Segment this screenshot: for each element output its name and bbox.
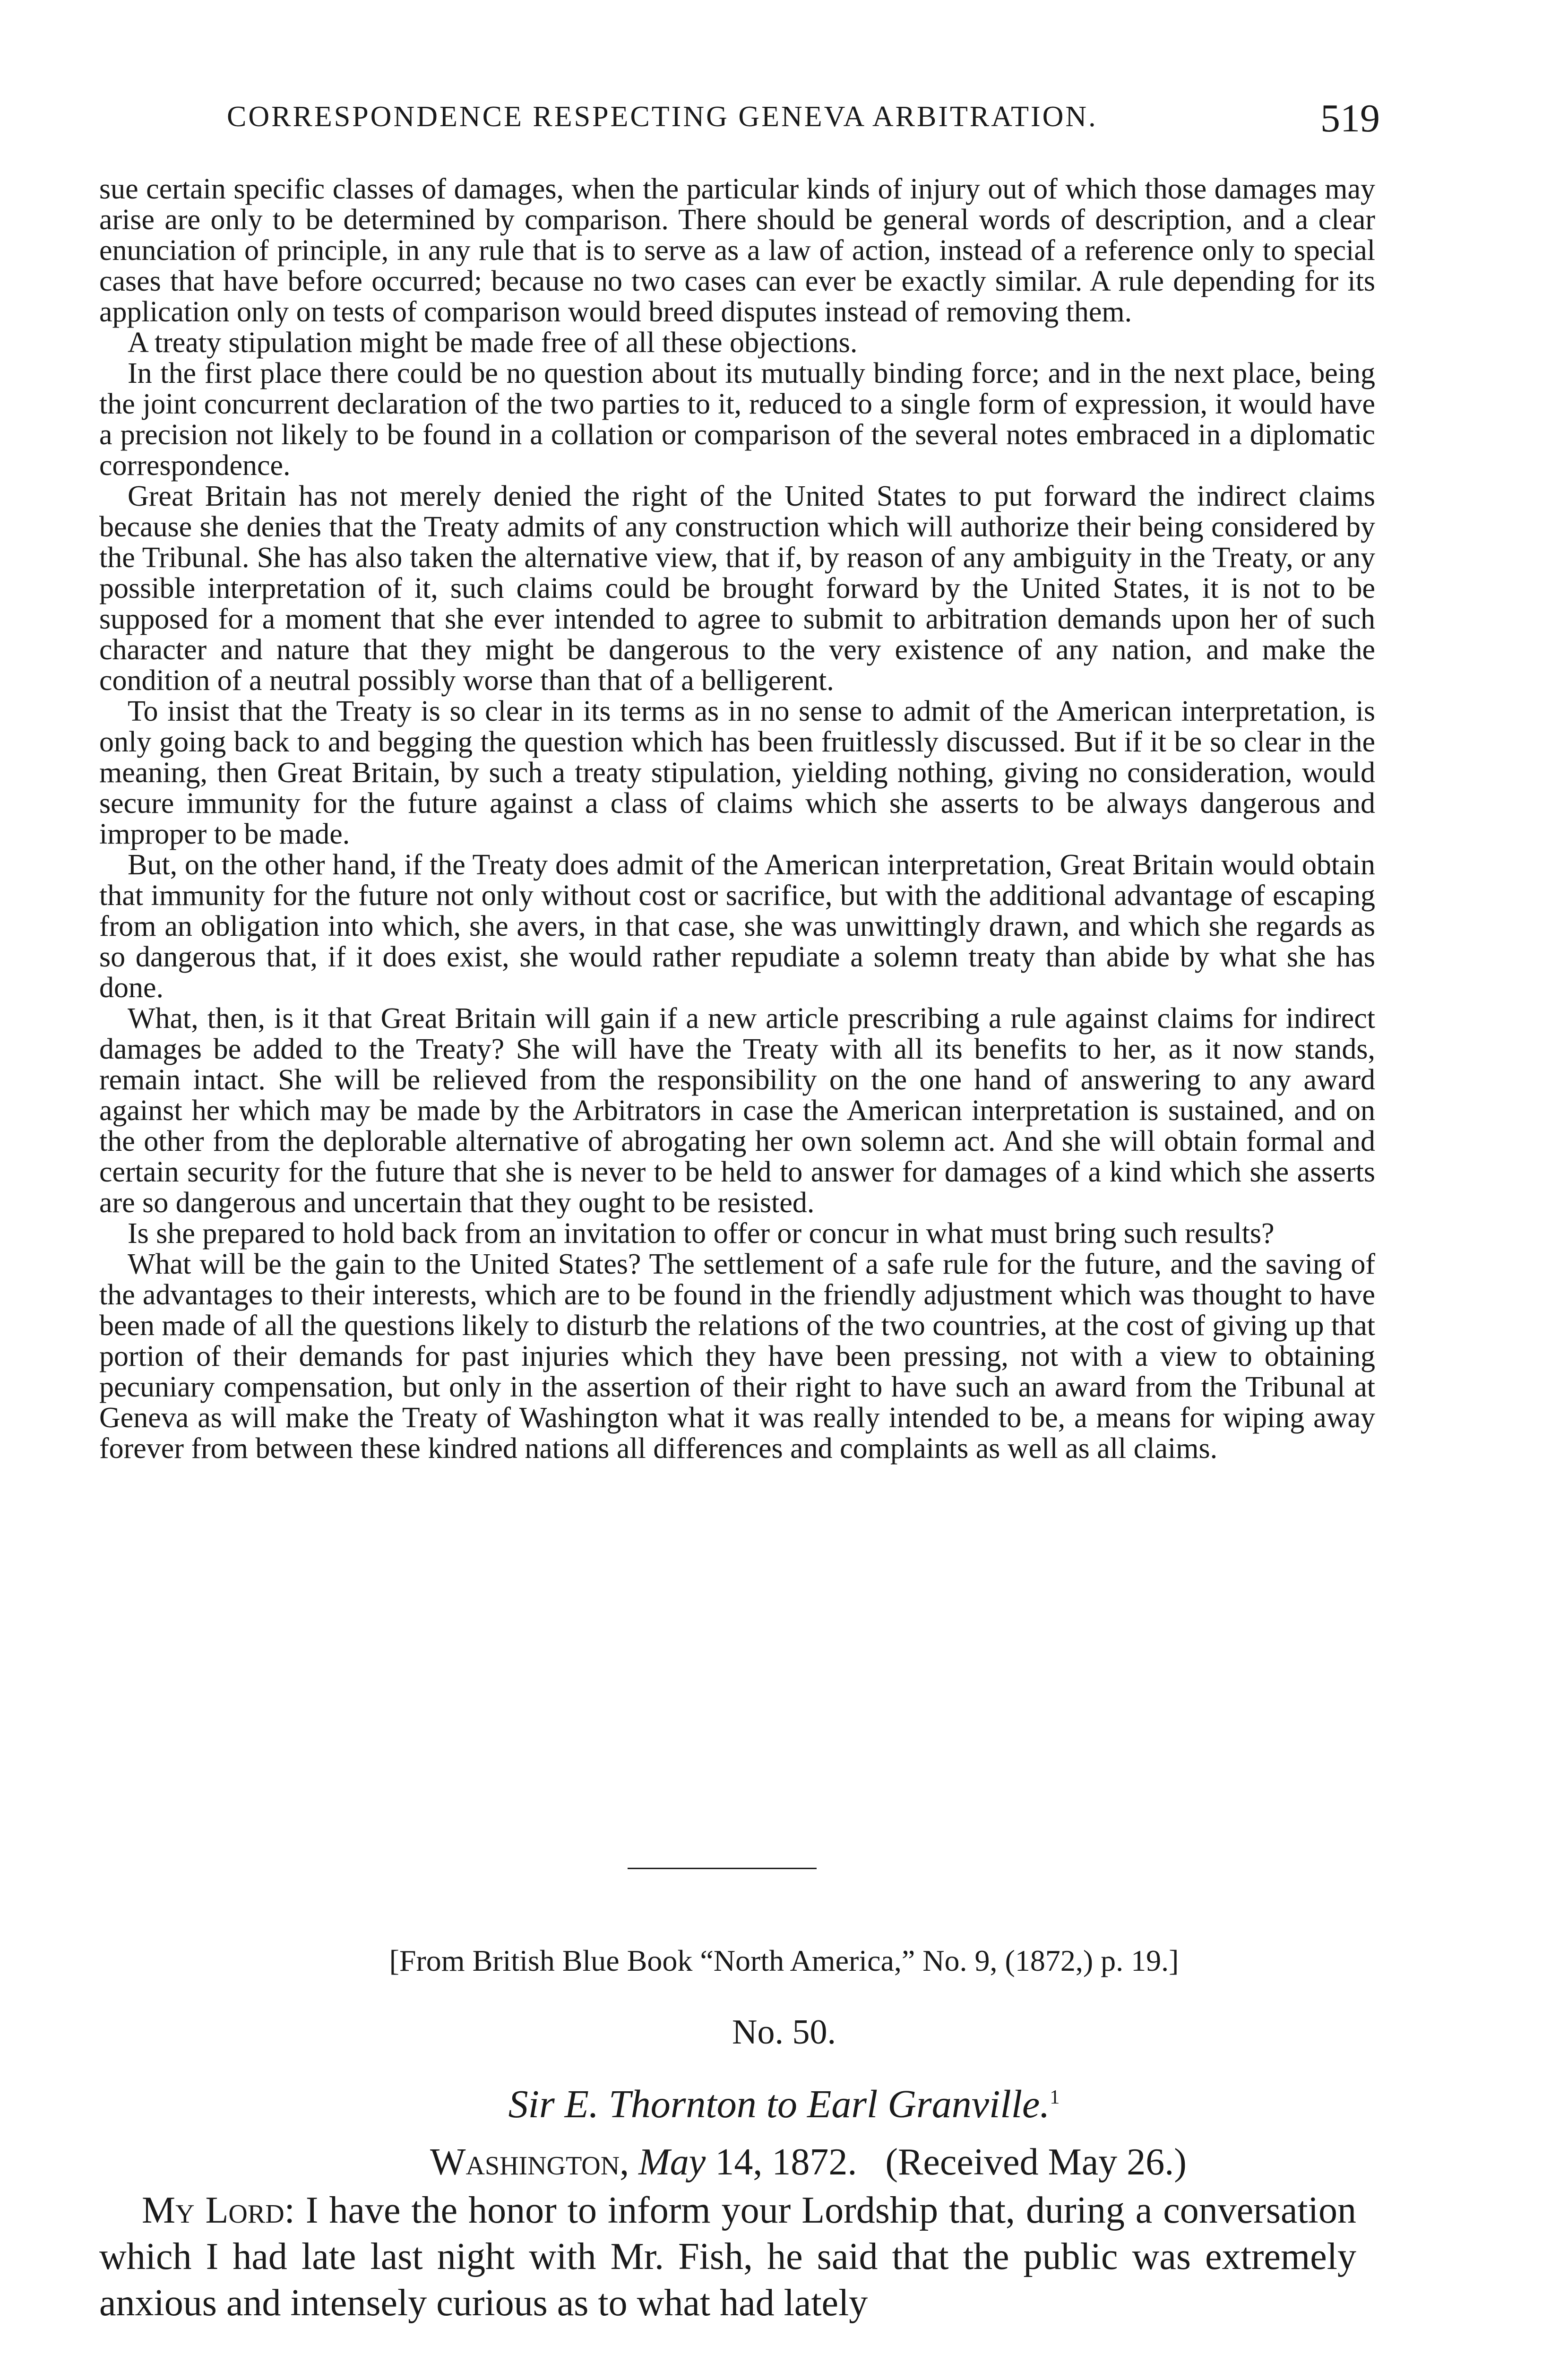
salutation: My Lord:: [142, 2190, 295, 2231]
section-divider: [628, 1868, 817, 1869]
paragraph: sue certain specific classes of damages, when the particular kinds of injury out of which those damages may arise are only to be determined by comparison. There should be general words of description, and a clear enunciation of principle, in any rule that is to serve as a law of action, instead of a reference only to special cases that have before occurred; because no two cases can ever be exactly similar. A rule depending for its application only on tests of comparison would breed disputes instead of removing them.: [99, 173, 1375, 328]
paragraph: What, then, is it that Great Britain will gain if a new article prescribing a rule against claims for indirect damages be added to the Treaty? She will have the Treaty with all its benefits to her, as it now stands, remain intact. She will be relieved from the responsibility on the one hand of answering to any award against her which may be made by the Arbitrators in case the American interpretation is sustained, and on the other from the deplorable alternative of abrogating her own solemn act. And she will obtain formal and certain security for the future that she is never to be held to answer for damages of a kind which she asserts are so dangerous and uncertain that they ought to be resisted.: [99, 1002, 1375, 1219]
paragraph: To insist that the Treaty is so clear in its terms as in no sense to admit of the American interpretation, is only going back to and begging the question which has been fruitlessly discussed. But if it be so clear in the meaning, then Great Britain, by such a treaty stipulation, yielding nothing, giving no consideration, would secure immunity for the future against a class of claims which she asserts to be always dangerous and improper to be made.: [99, 695, 1375, 850]
running-head: [227, 96, 1380, 140]
dateline-month: May: [638, 2141, 706, 2183]
paragraph: A treaty stipulation might be made free of all these objections.: [128, 327, 858, 359]
paragraph: Great Britain has not merely denied the right of the United States to put forward the indirect claims because she denies that the Treaty admits of any construction which will authorize their being considered by the Tribunal. She has also taken the alternative view, that if, by reason of any ambiguity in the Treaty, or any possible interpretation of it, such claims could be brought forward by the United States, it is not to be supposed for a moment that she ever intended to agree to submit to arbitration demands upon her of such character and nature that they might be dangerous to the very existence of any nation, and make the condition of a neutral possibly worse than that of a belligerent.: [99, 480, 1375, 697]
body-text: [99, 174, 1375, 1464]
letter-paragraph: [99, 2187, 1356, 2326]
dateline-place: Washington,: [430, 2141, 629, 2183]
letter-opening: I have the honor to inform your Lordship that, during a conversation which I had late last night with Mr. Fish, he said that the public was extremely anxious and intensely curious as to what had lately: [99, 2190, 1357, 2324]
document-number: No. 50.: [732, 2013, 836, 2052]
paragraph: But, on the other hand, if the Treaty does admit of the American interpretation, Great Britain would obtain that immunity for the future not only without cost or sacrifice, but with the additional advantage of escaping from an obligation into which, she avers, in that case, she was unwittingly drawn, and which she regards as so dangerous that, if it does exist, she would rather repudiate a solemn treaty than abide by what she has done.: [99, 849, 1375, 1004]
page-number: 519: [1320, 96, 1380, 140]
letter-title-text: Sir E. Thornton to Earl Granville.: [508, 2082, 1050, 2126]
footnote-mark: 1: [1050, 2087, 1060, 2108]
paragraph: Is she prepared to hold back from an invitation to offer or concur in what must bring such results?: [128, 1217, 1275, 1250]
running-head-title: CORRESPONDENCE RESPECTING GENEVA ARBITRATION.: [227, 101, 1098, 133]
source-citation: [From British Blue Book “North America,” No. 9, (1872,) p. 19.]: [389, 1944, 1179, 1977]
paragraph: In the first place there could be no question about its mutually binding force; and in the next place, being the joint concurrent declaration of the two parties to it, reduced to a single form of expression, it would have a precision not likely to be found in a collation or comparison of the several notes embraced in a diplomatic correspondence.: [99, 357, 1375, 482]
dateline-received: (Received May 26.): [885, 2141, 1187, 2183]
letter-body: [99, 2187, 1356, 2326]
dateline: [430, 2141, 1187, 2184]
letter-title: [0, 2081, 1568, 2127]
dateline-date: 14, 1872.: [715, 2141, 857, 2183]
paragraph: What will be the gain to the United States? The settlement of a safe rule for the future, and the saving of the advantages to their interests, which are to be found in the friendly adjustment which was thought to have been made of all the questions likely to disturb the relations of the two countries, at the cost of giving up that portion of their demands for past injuries which they have been pressing, not with a view to obtaining pecuniary compensation, but only in the assertion of their right to have such an award from the Tribunal at Geneva as will make the Treaty of Washington what it was really intended to be, a means for wiping away forever from between these kindred nations all differences and complaints as well as all claims.: [99, 1248, 1375, 1465]
